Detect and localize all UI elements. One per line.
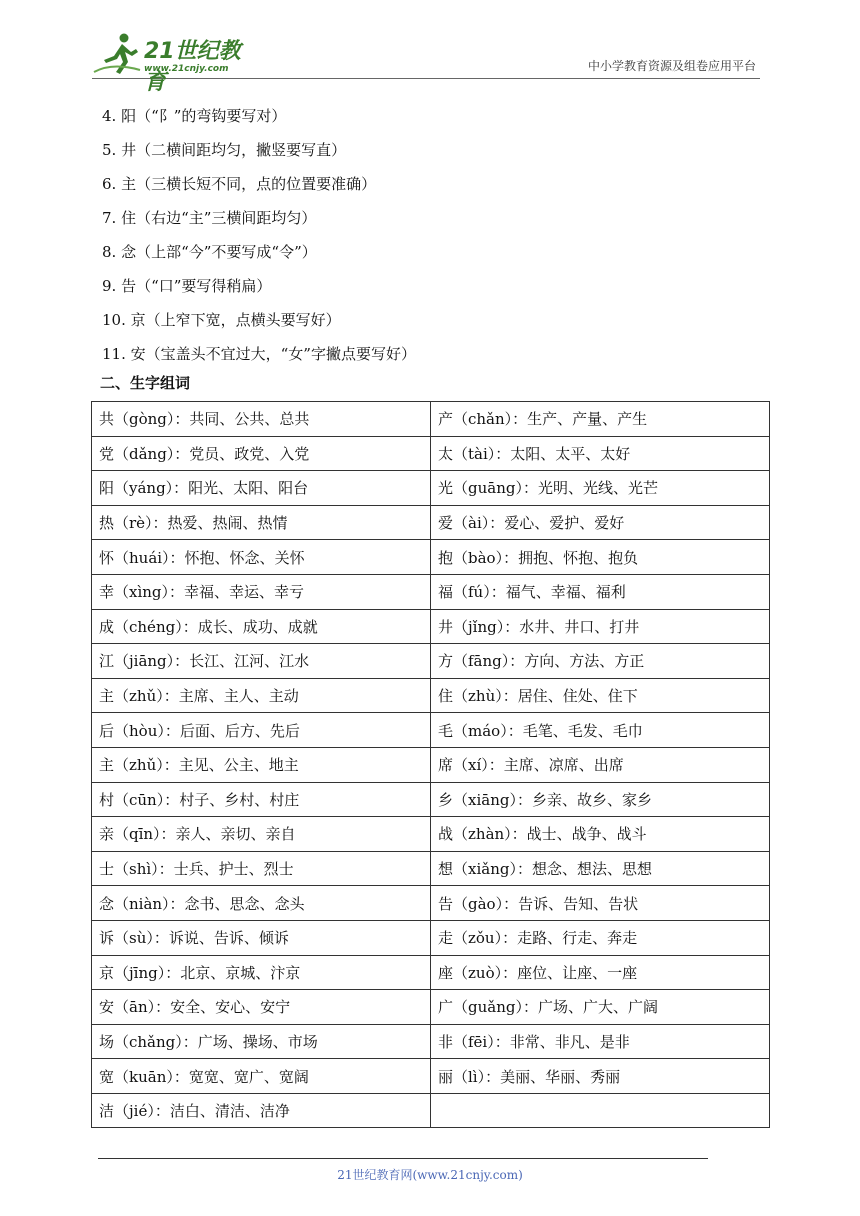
list-item: 8. 念（上部“今”不要写成“令”） xyxy=(102,243,317,261)
footer-divider xyxy=(98,1158,708,1159)
page-header xyxy=(92,28,760,95)
table-cell: 党（dǎng）：党员、政党、入党 xyxy=(92,436,431,471)
writing-tips-list xyxy=(102,103,416,375)
table-cell: 京（jīng）：北京、京城、汴京 xyxy=(92,955,431,990)
table-cell: 宽（kuān）：宽宽、宽广、宽阔 xyxy=(92,1059,431,1094)
table-row xyxy=(92,886,770,921)
table-cell xyxy=(431,1093,770,1128)
table-cell: 非（fēi）：非常、非凡、是非 xyxy=(431,1024,770,1059)
header-platform-text: 中小学教育资源及组卷应用平台 xyxy=(587,59,756,73)
table-cell: 广（guǎng）：广场、广大、广阔 xyxy=(431,990,770,1025)
table-cell: 成（chéng）：成长、成功、成就 xyxy=(92,609,431,644)
table-row xyxy=(92,955,770,990)
table-row xyxy=(92,644,770,679)
table-cell: 洁（jié）：洁白、清洁、洁净 xyxy=(92,1093,431,1128)
logo xyxy=(92,32,262,95)
table-cell: 亲（qīn）：亲人、亲切、亲自 xyxy=(92,817,431,852)
table-row xyxy=(92,678,770,713)
table-cell: 方（fāng）：方向、方法、方正 xyxy=(431,644,770,679)
table-cell: 战（zhàn）：战士、战争、战斗 xyxy=(431,817,770,852)
table-cell: 爱（ài）：爱心、爱护、爱好 xyxy=(431,505,770,540)
table-cell: 诉（sù）：诉说、告诉、倾诉 xyxy=(92,920,431,955)
table-cell: 福（fú）：福气、幸福、福利 xyxy=(431,574,770,609)
table-cell: 毛（máo）：毛笔、毛发、毛巾 xyxy=(431,713,770,748)
list-item: 9. 告（“口”要写得稍扁） xyxy=(102,277,272,295)
table-cell: 安（ān）：安全、安心、安宁 xyxy=(92,990,431,1025)
table-cell: 乡（xiāng）：乡亲、故乡、家乡 xyxy=(431,782,770,817)
table-row xyxy=(92,402,770,437)
table-cell: 念（niàn）：念书、思念、念头 xyxy=(92,886,431,921)
table-cell: 抱（bào）：拥抱、怀抱、抱负 xyxy=(431,540,770,575)
table-cell: 席（xí）：主席、凉席、出席 xyxy=(431,747,770,782)
table-row xyxy=(92,574,770,609)
runner-logo-icon xyxy=(92,32,142,76)
footer-text: 21世纪教育网(www.21cnjy.com) xyxy=(337,1168,523,1182)
table-cell: 想（xiǎng）：想念、想法、思想 xyxy=(431,851,770,886)
table-cell: 共（gòng）：共同、公共、总共 xyxy=(92,402,431,437)
list-item: 5. 井（二横间距均匀，撇竖要写直） xyxy=(102,141,347,159)
logo-url: www.21cnjy.com xyxy=(144,64,229,74)
table-cell: 后（hòu）：后面、后方、先后 xyxy=(92,713,431,748)
table-cell: 产（chǎn）：生产、产量、产生 xyxy=(431,402,770,437)
table-row xyxy=(92,920,770,955)
table-row xyxy=(92,1024,770,1059)
table-row xyxy=(92,851,770,886)
table-row xyxy=(92,609,770,644)
table-row xyxy=(92,1093,770,1128)
table-cell: 座（zuò）：座位、让座、一座 xyxy=(431,955,770,990)
table-cell: 丽（lì）：美丽、华丽、秀丽 xyxy=(431,1059,770,1094)
table-row xyxy=(92,990,770,1025)
table-cell: 光（guāng）：光明、光线、光芒 xyxy=(431,471,770,506)
section-title: 二、生字组词 xyxy=(100,374,191,392)
table-cell: 阳（yáng）：阳光、太阳、阳台 xyxy=(92,471,431,506)
table-cell: 告（gào）：告诉、告知、告状 xyxy=(431,886,770,921)
list-item: 4. 阳（“阝”的弯钩要写对） xyxy=(102,107,287,125)
table-cell: 村（cūn）：村子、乡村、村庄 xyxy=(92,782,431,817)
list-item: 6. 主（三横长短不同，点的位置要准确） xyxy=(102,175,377,193)
table-row xyxy=(92,782,770,817)
table-cell: 热（rè）：热爱、热闹、热情 xyxy=(92,505,431,540)
table-cell: 幸（xìng）：幸福、幸运、幸亏 xyxy=(92,574,431,609)
table-row xyxy=(92,436,770,471)
table-row xyxy=(92,540,770,575)
table-cell: 怀（huái）：怀抱、怀念、关怀 xyxy=(92,540,431,575)
table-row xyxy=(92,505,770,540)
table-cell: 场（chǎng）：广场、操场、市场 xyxy=(92,1024,431,1059)
list-item: 10. 京（上窄下宽，点横头要写好） xyxy=(102,311,341,329)
word-table xyxy=(91,401,770,1128)
table-row xyxy=(92,713,770,748)
table-cell: 主（zhǔ）：主见、公主、地主 xyxy=(92,747,431,782)
table-cell: 江（jiāng）：长江、江河、江水 xyxy=(92,644,431,679)
table-cell: 走（zǒu）：走路、行走、奔走 xyxy=(431,920,770,955)
table-row xyxy=(92,1059,770,1094)
logo-text: 21世纪教育 xyxy=(144,39,241,95)
table-cell: 太（tài）：太阳、太平、太好 xyxy=(431,436,770,471)
table-cell: 住（zhù）：居住、住处、住下 xyxy=(431,678,770,713)
list-item: 7. 住（右边“主”三横间距均匀） xyxy=(102,209,317,227)
table-row xyxy=(92,471,770,506)
table-row xyxy=(92,747,770,782)
list-item: 11. 安（宝盖头不宜过大，“女”字撇点要写好） xyxy=(102,345,416,363)
table-cell: 井（jǐng）：水井、井口、打井 xyxy=(431,609,770,644)
table-cell: 士（shì）：士兵、护士、烈士 xyxy=(92,851,431,886)
table-row xyxy=(92,817,770,852)
table-cell: 主（zhǔ）：主席、主人、主动 xyxy=(92,678,431,713)
